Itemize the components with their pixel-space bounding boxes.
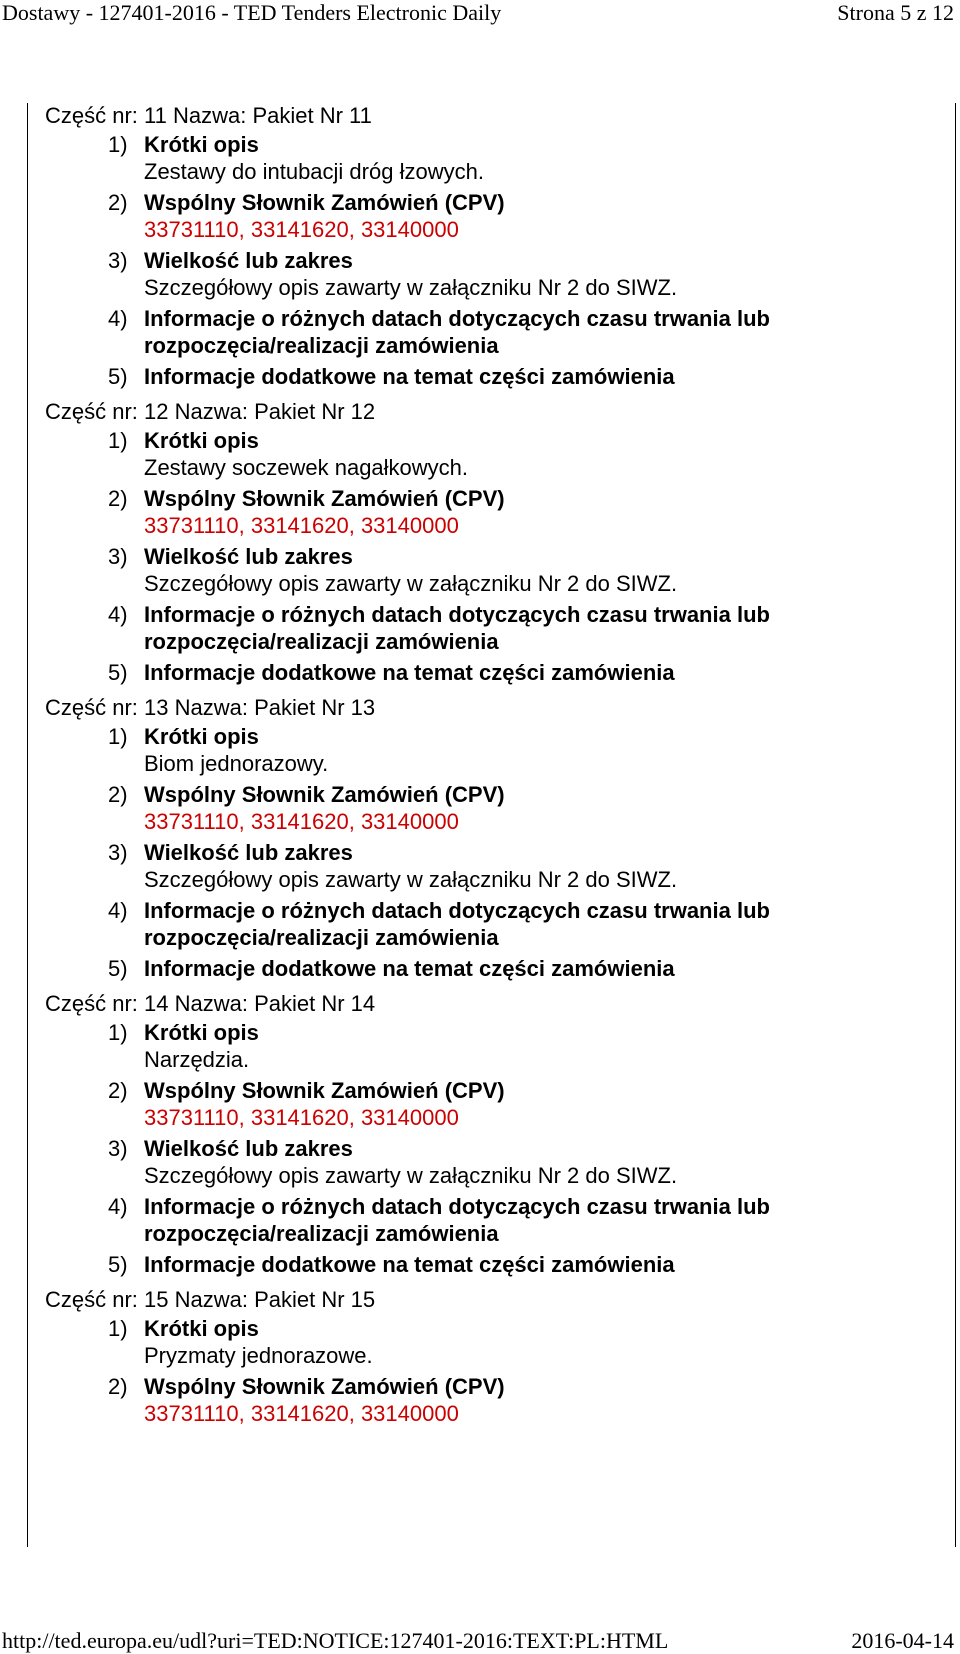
cpv-codes: 33731110, 33141620, 33140000 [144,1105,459,1130]
item-number: 2) [108,782,128,807]
item-heading: Informacje o różnych datach dotyczących czasu trwania lub rozpoczęcia/realizacji zamówienia [144,602,770,654]
page-url: http://ted.europa.eu/udl?uri=TED:NOTICE:127401-2016:TEXT:PL:HTML [2,1628,669,1653]
part-section [45,1284,925,1427]
right-border-line [955,103,956,1547]
item-body [144,1251,925,1278]
item-body [144,1373,925,1427]
item-number: 2) [108,486,128,511]
item-number: 2) [108,190,128,215]
item-body [144,1077,925,1131]
page-header-title: Dostawy - 127401-2016 - TED Tenders Electronic Daily [2,0,502,25]
item-number: 1) [108,724,128,749]
cpv-codes: 33731110, 33141620, 33140000 [144,217,459,242]
part-section [45,988,925,1278]
item-heading: Krótki opis [144,724,259,749]
document-content [45,100,925,1427]
part-title: Część nr: 14 Nazwa: Pakiet Nr 14 [45,991,376,1016]
part-item [45,659,925,686]
item-body [144,247,925,301]
item-number: 5) [108,1252,128,1277]
page-date: 2016-04-14 [851,1628,954,1653]
item-body [144,427,925,481]
part-section [45,692,925,982]
item-number: 4) [108,898,128,923]
item-value: Pryzmaty jednorazowe. [144,1343,373,1368]
item-heading: Wspólny Słownik Zamówień (CPV) [144,1374,505,1399]
left-border-line [27,103,28,1547]
item-number: 3) [108,248,128,273]
item-heading: Krótki opis [144,1316,259,1341]
part-item [45,1193,925,1247]
item-heading: Wspólny Słownik Zamówień (CPV) [144,486,505,511]
part-item [45,839,925,893]
part-item [45,427,925,481]
part-title: Część nr: 12 Nazwa: Pakiet Nr 12 [45,399,376,424]
item-number: 1) [108,1316,128,1341]
item-heading: Wielkość lub zakres [144,1136,353,1161]
part-title: Część nr: 15 Nazwa: Pakiet Nr 15 [45,1287,376,1312]
part-item [45,1019,925,1073]
item-heading: Krótki opis [144,428,259,453]
part-item [45,781,925,835]
item-number: 3) [108,544,128,569]
item-number: 3) [108,1136,128,1161]
item-heading: Wspólny Słownik Zamówień (CPV) [144,1078,505,1103]
part-item [45,1315,925,1369]
part-section [45,396,925,686]
item-number: 1) [108,428,128,453]
item-body [144,131,925,185]
part-item [45,1135,925,1189]
item-number: 2) [108,1078,128,1103]
part-item [45,1251,925,1278]
item-heading: Informacje dodatkowe na temat części zamówienia [144,364,675,389]
item-value: Szczegółowy opis zawarty w załączniku Nr 2 do SIWZ. [144,867,678,892]
part-item [45,601,925,655]
item-number: 5) [108,660,128,685]
item-body [144,1315,925,1369]
item-body [144,189,925,243]
part-item [45,131,925,185]
item-value: Biom jednorazowy. [144,751,329,776]
item-number: 5) [108,956,128,981]
part-item [45,189,925,243]
part-section [45,100,925,390]
item-value: Szczegółowy opis zawarty w załączniku Nr 2 do SIWZ. [144,571,678,596]
part-item [45,1373,925,1427]
item-body [144,1193,925,1247]
item-heading: Krótki opis [144,1020,259,1045]
item-heading: Informacje dodatkowe na temat części zamówienia [144,1252,675,1277]
item-body [144,897,925,951]
part-item [45,363,925,390]
part-item [45,305,925,359]
item-value: Szczegółowy opis zawarty w załączniku Nr 2 do SIWZ. [144,275,678,300]
item-number: 4) [108,602,128,627]
item-heading: Informacje dodatkowe na temat części zamówienia [144,660,675,685]
cpv-codes: 33731110, 33141620, 33140000 [144,1401,459,1426]
item-body [144,781,925,835]
item-number: 4) [108,1194,128,1219]
item-heading: Wspólny Słownik Zamówień (CPV) [144,190,505,215]
item-body [144,601,925,655]
part-item [45,543,925,597]
part-item [45,485,925,539]
part-title: Część nr: 13 Nazwa: Pakiet Nr 13 [45,695,376,720]
part-item [45,247,925,301]
item-body [144,839,925,893]
item-heading: Wielkość lub zakres [144,248,353,273]
item-value: Szczegółowy opis zawarty w załączniku Nr 2 do SIWZ. [144,1163,678,1188]
item-value: Zestawy do intubacji dróg łzowych. [144,159,484,184]
part-item [45,897,925,951]
part-item [45,1077,925,1131]
part-item [45,723,925,777]
item-heading: Informacje o różnych datach dotyczących czasu trwania lub rozpoczęcia/realizacji zamówienia [144,898,770,950]
item-value: Zestawy soczewek nagałkowych. [144,455,469,480]
item-heading: Wspólny Słownik Zamówień (CPV) [144,782,505,807]
item-body [144,955,925,982]
item-body [144,305,925,359]
item-body [144,363,925,390]
item-value: Narzędzia. [144,1047,250,1072]
item-heading: Wielkość lub zakres [144,840,353,865]
item-heading: Wielkość lub zakres [144,544,353,569]
item-heading: Informacje o różnych datach dotyczących czasu trwania lub rozpoczęcia/realizacji zamówienia [144,306,770,358]
item-number: 5) [108,364,128,389]
item-number: 3) [108,840,128,865]
item-heading: Informacje dodatkowe na temat części zamówienia [144,956,675,981]
item-number: 1) [108,1020,128,1045]
item-heading: Informacje o różnych datach dotyczących czasu trwania lub rozpoczęcia/realizacji zamówienia [144,1194,770,1246]
item-body [144,723,925,777]
item-body [144,1135,925,1189]
item-number: 1) [108,132,128,157]
item-body [144,659,925,686]
item-body [144,543,925,597]
page-number: Strona 5 z 12 [837,0,954,25]
part-item [45,955,925,982]
part-title: Część nr: 11 Nazwa: Pakiet Nr 11 [45,103,372,128]
cpv-codes: 33731110, 33141620, 33140000 [144,809,459,834]
item-number: 2) [108,1374,128,1399]
item-body [144,1019,925,1073]
item-heading: Krótki opis [144,132,259,157]
item-number: 4) [108,306,128,331]
cpv-codes: 33731110, 33141620, 33140000 [144,513,459,538]
item-body [144,485,925,539]
